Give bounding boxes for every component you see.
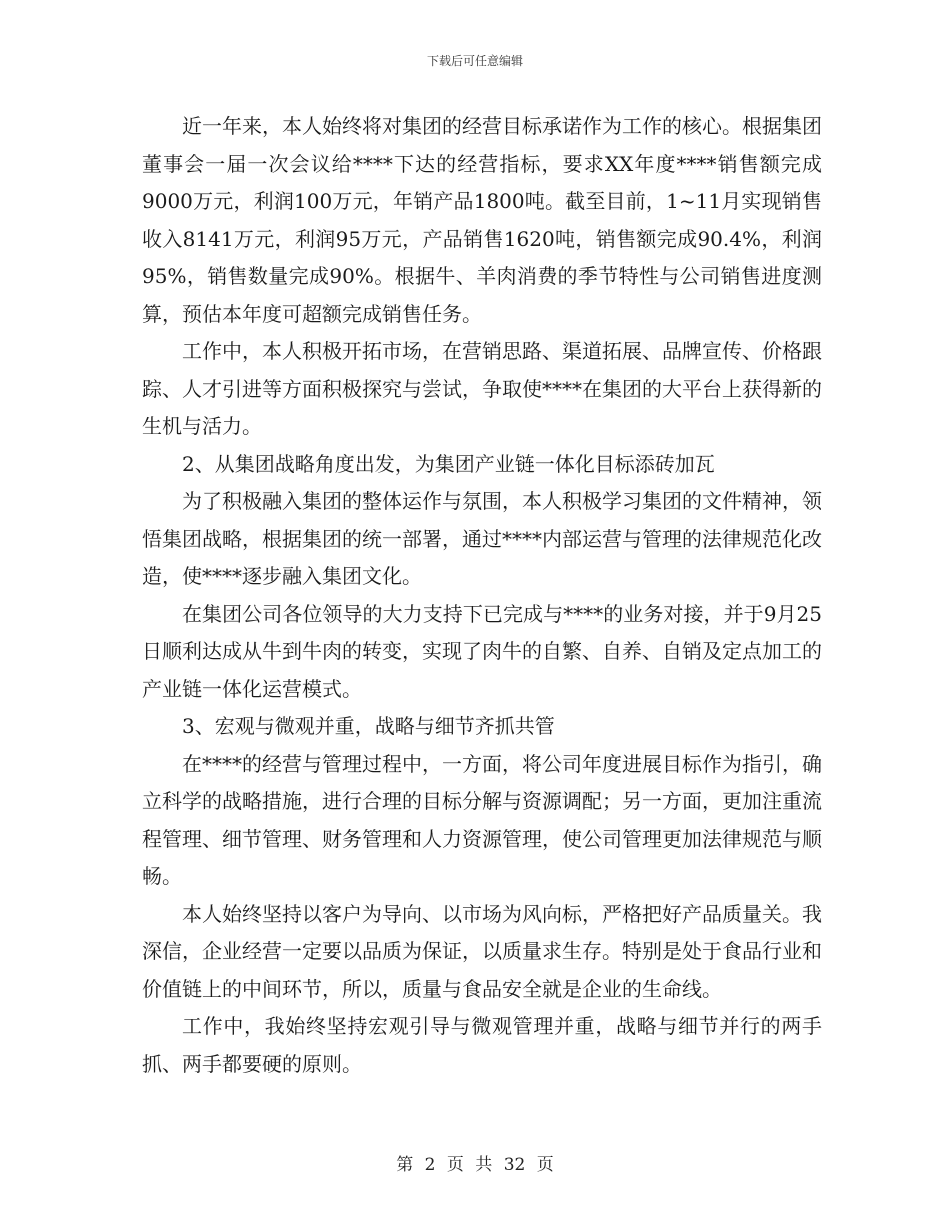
paragraph: 工作中，我始终坚持宏观引导与微观管理并重，战略与细节并行的两手抓、两手都要硬的原则。 [142, 1014, 822, 1076]
paragraph: 在****的经营与管理过程中，一方面，将公司年度进展目标作为指引，确立科学的战略措施，进行合理的目标分解与资源调配；另一方面，更加注重流程管理、细节管理、财务管理和人力资源管理，使公司管理更加法律规范与顺畅。 [142, 751, 822, 888]
page-footer: 第 2 页 共 32 页 [396, 1155, 554, 1175]
section-heading: 2、从集团战略角度出发，为集团产业链一体化目标添砖加瓦 [182, 451, 715, 476]
paragraph: 本人始终坚持以客户为导向、以市场为风向标，严格把好产品质量关。我深信，企业经营一定要以品质为保证，以质量求生存。特别是处于食品行业和价值链上的中间环节，所以，质量与食品安全就是企业的生命线。 [142, 901, 822, 1001]
section-heading: 3、宏观与微观并重，战略与细节齐抓共管 [182, 714, 555, 738]
paragraph: 工作中，本人积极开拓市场，在营销思路、渠道拓展、品牌宣传、价格跟踪、人才引进等方面积极探究与尝试，争取使****在集团的大平台上获得新的生机与活力。 [142, 339, 822, 438]
page-header: 下载后可任意编辑 [426, 54, 523, 68]
paragraph: 为了积极融入集团的整体运作与氛围，本人积极学习集团的文件精神，领悟集团战略，根据集团的统一部署，通过****内部运营与管理的法律规范化改造，使****逐步融入集团文化。 [142, 489, 822, 588]
paragraph: 在集团公司各位领导的大力支持下已完成与****的业务对接，并于9月25日顺利达成从牛到牛肉的转变，实现了肉牛的自繁、自养、自销及定点加工的产业链一体化运营模式。 [142, 601, 822, 701]
document-body [142, 108, 822, 1083]
paragraph: 近一年来，本人始终将对集团的经营目标承诺作为工作的核心。根据集团董事会一届一次会议给****下达的经营指标，要求XX年度****销售额完成9000万元，利润100万元，年销产品1800吨。截至目前，1~11月实现销售收入8141万元，利润95万元，产品销售1620吨，销售额完成90.4%，利润95%，销售数量完成90%。根据牛、羊肉消费的季节特性与公司销售进度测算，预估本年度可超额完成销售任务。 [142, 114, 822, 326]
